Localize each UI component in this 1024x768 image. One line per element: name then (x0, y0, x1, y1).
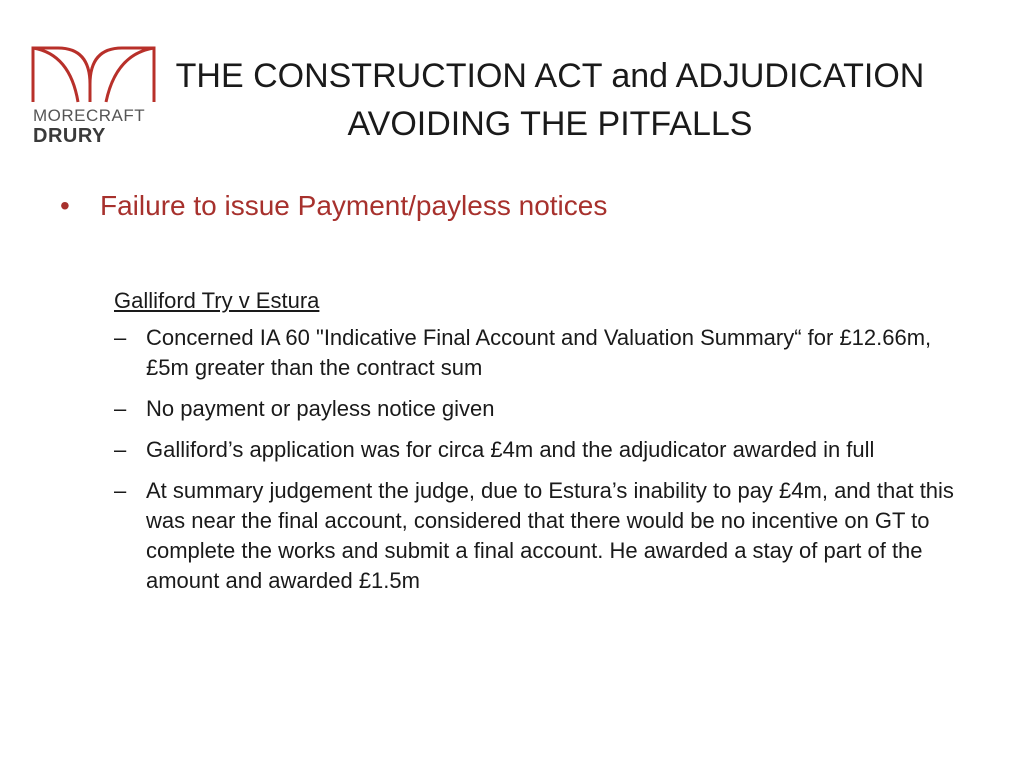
list-item-text: Galliford’s application was for circa £4m and the adjudicator awarded in full (146, 437, 875, 462)
slide-title (160, 52, 940, 148)
list-item-text: At summary judgement the judge, due to Estura’s inability to pay £4m, and that this was near the final account, considered that there would be no incentive on GT to complete the works and submit a final account. He awarded a stay of part of the amount and awarded £1.5m (146, 478, 954, 593)
list-item (114, 435, 974, 465)
case-title: Galliford Try v Estura (114, 288, 320, 313)
dash-marker: – (114, 478, 127, 503)
dash-marker: – (114, 437, 127, 462)
list-item (114, 476, 974, 596)
slide-title-line-2: AVOIDING THE PITFALLS (347, 105, 753, 143)
list-item-text: Concerned IA 60 "Indicative Final Account and Valuation Summary“ for £12.66m, £5m greater than the contract sum (146, 325, 932, 380)
bullet-dot: • (60, 190, 70, 221)
list-item-text: No payment or payless notice given (146, 396, 495, 421)
main-bullet (60, 188, 607, 224)
dash-marker: – (114, 325, 127, 350)
logo-text-morecraft: MORECRAFT (33, 106, 146, 125)
case-points-list (114, 323, 974, 607)
company-logo (30, 44, 160, 150)
list-item (114, 394, 974, 424)
main-bullet-text: Failure to issue Payment/payless notices (100, 190, 608, 221)
dash-marker: – (114, 396, 127, 421)
list-item (114, 323, 974, 383)
logo-text-drury: DRURY (33, 125, 106, 147)
morecraft-drury-arch-logo-icon (30, 44, 160, 104)
slide-title-line-1: THE CONSTRUCTION ACT and ADJUDICATION (175, 57, 925, 95)
